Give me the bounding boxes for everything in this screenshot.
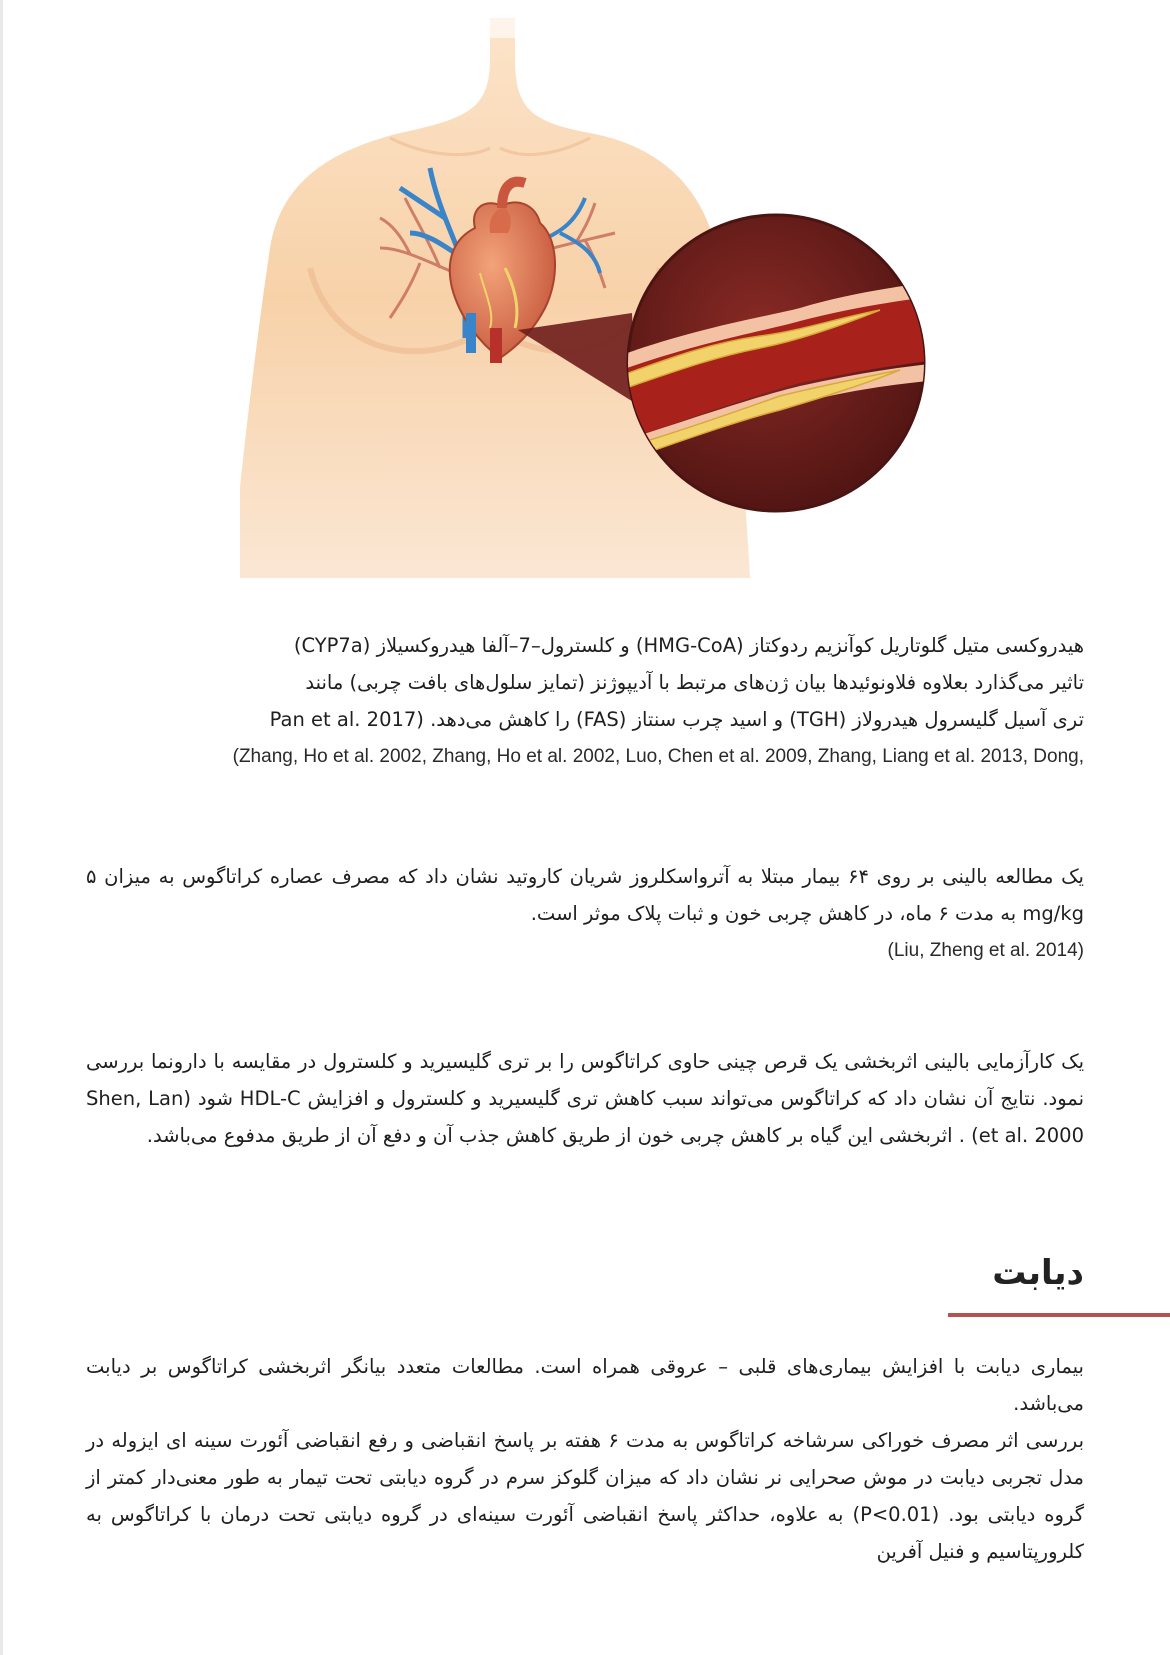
text-line: تری آسیل گلیسرول هیدرولاز (TGH) و اسید چرب سنتاز (FAS) را کاهش می‌دهد. (Pan et al. 2017: [269, 708, 1084, 731]
citation: (Zhang, Ho et al. 2002, Zhang, Ho et al. 2002, Luo, Chen et al. 2009, Zhang, Liang et al. 2013, Dong,: [232, 746, 1084, 767]
page-edge: [0, 0, 3, 1655]
paragraph-diabetes: [86, 1348, 1084, 1570]
section-title: دیابت: [992, 1253, 1084, 1293]
paragraph-intro: بیماری دیابت با افزایش بیماری‌های قلبی – عروقی همراه است. مطالعات متعدد بیانگر اثربخشی کراتاگوس بر دیابت می‌باشد.: [86, 1355, 1084, 1415]
paragraph-text: بررسی اثر مصرف خوراکی سرشاخه کراتاگوس به مدت ۶ هفته بر پاسخ انقباضی و رفع انقباضی آئورت سینه ای ایزوله در مدل تجربی دیابت در موش صحرایی نر نشان داد که میزان گلوکز سرم در گروه دیابتی تحت تیمار به طور معنی‌دار کمتر از گروه دیابتی بود. (P<0.01) به علاوه، حداکثر پاسخ انقباضی آئورت سینه‌ای در گروه دیابتی تحت درمان با کراتاگوس به کلرورپتاسیم و فنیل آفرین: [86, 1429, 1084, 1563]
citation: (Liu, Zheng et al. 2014): [887, 940, 1084, 961]
section-rule: [948, 1313, 1170, 1317]
text-line: هیدروکسی متیل گلوتاریل کوآنزیم ردوکتاز (HMG-CoA) و کلسترول–7–آلفا هیدروکسیلاز (CYP7a): [293, 634, 1084, 657]
paragraph-text: یک کارآزمایی بالینی اثربخشی یک قرص چینی حاوی کراتاگوس را بر تری گلیسیرید و کلسترول در مقایسه با دارونما بررسی نمود. نتایج آن نشان داد که کراتاگوس می‌تواند سبب کاهش تری گلیسیرید و کلسترول و افزایش HDL-C شود (Shen, Lan et al. 2000) . اثربخشی این گیاه بر کاهش چربی خون از طریق کاهش جذب آن و دفع آن از طریق مدفوع می‌باشد.: [86, 1050, 1084, 1147]
text-line: تاثیر می‌گذارد بعلاوه فلاونوئیدها بیان ژن‌های مرتبط با آدیپوژنز (تمایز سلول‌های بافت چربی) مانند: [305, 671, 1084, 694]
paragraph-lipid-genes: [86, 627, 1084, 775]
heart-artery-illustration: [240, 18, 985, 608]
paragraph-clinical-study: [86, 858, 1084, 969]
paragraph-text: یک مطالعه بالینی بر روی ۶۴ بیمار مبتلا به آترواسکلروز شریان کاروتید نشان داد که مصرف عصاره کراتاگوس به میزان ۵ mg/kg به مدت ۶ ماه، در کاهش چربی خون و ثبات پلاک موثر است.: [86, 865, 1084, 925]
paragraph-clinical-trial: [86, 1043, 1084, 1154]
